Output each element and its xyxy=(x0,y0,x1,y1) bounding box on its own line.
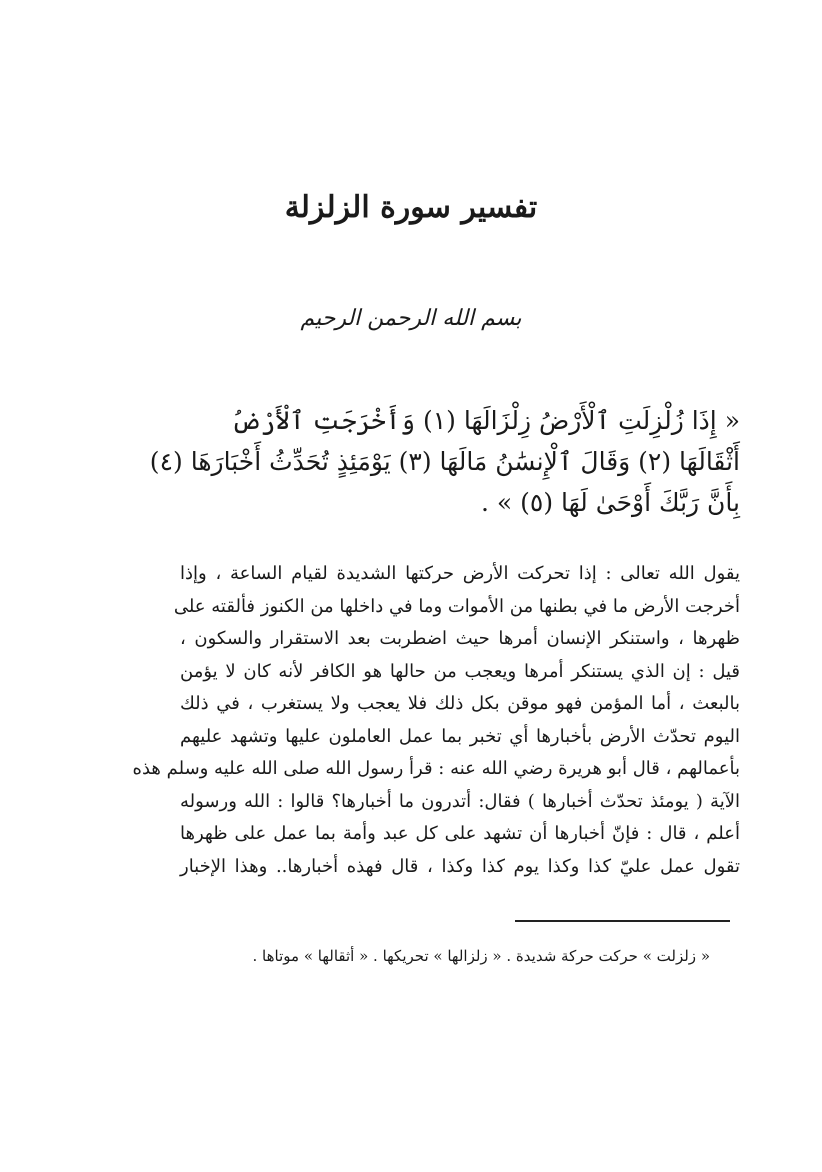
tafsir-line: يقول الله تعالى : إذا تحركت الأرض حركتها الشديدة لقيام الساعة ، وإذا xyxy=(180,563,740,584)
verse-line: بِأَنَّ رَبَّكَ أَوْحَىٰ لَهَا (٥) » . xyxy=(481,488,740,517)
tafsir-line: تقول عمل عليّ كذا وكذا يوم كذا وكذا ، قال فهذه أخبارها.. وهذا الإخبار xyxy=(180,855,740,877)
tafsir-line: أعلم ، قال : فإنّ أخبارها أن تشهد على كل عبد وأمة بما عمل على ظهرها xyxy=(180,823,740,844)
tafsir-line: اليوم تحدّث الأرض بأخبارها أي تخبر بما عمل العاملون عليها وتشهد عليهم xyxy=(180,725,740,747)
tafsir-line: بأعمالهم ، قال أبو هريرة رضي الله عنه : قرأ رسول الله صلى الله عليه وسلم هذه xyxy=(132,758,740,779)
tafsir-line: الآية ( يومئذ تحدّث أخبارها ) فقال: أتدرون ما أخبارها؟ قالوا : الله ورسوله xyxy=(180,790,740,812)
surah-title: تفسير سورة الزلزلة xyxy=(284,190,538,225)
basmala: بسم الله الرحمن الرحيم xyxy=(300,306,522,331)
tafsir-line: قيل : إن الذي يستنكر أمرها ويعجب من حالها هو الكافر لأنه كان لا يؤمن xyxy=(180,660,740,682)
verse-line: « إِذَا زُلْزِلَتِ ٱلْأَرْضُ زِلْزَالَهَا (١) وَأَخْرَجَتِ ٱلْأَرْضُ xyxy=(231,406,740,435)
tafsir-line: بالبعث ، أما المؤمن فهو موقن بكل ذلك فلا يعجب ولا يستغرب ، في ذلك xyxy=(180,693,740,714)
verse-line: أَثْقَالَهَا (٢) وَقَالَ ٱلْإِنسَٰنُ مَالَهَا (٣) يَوْمَئِذٍ تُحَدِّثُ أَخْبَارَهَا (٤) xyxy=(149,447,740,476)
footnote-divider xyxy=(515,920,730,922)
footnote: « زلزلت » حركت حركة شديدة . « زلزالها » تحريكها . « أثقالها » موتاها . xyxy=(252,947,710,965)
quran-verses xyxy=(149,400,740,523)
tafsir-line: ظهرها ، واستنكر الإنسان أمرها حيث اضطربت بعد الاستقرار والسكون ، xyxy=(180,628,740,649)
tafsir-line: أخرجت الأرض ما في بطنها من الأموات وما في داخلها من الكنوز فألقته على xyxy=(173,595,740,617)
tafsir-paragraph xyxy=(132,558,740,883)
